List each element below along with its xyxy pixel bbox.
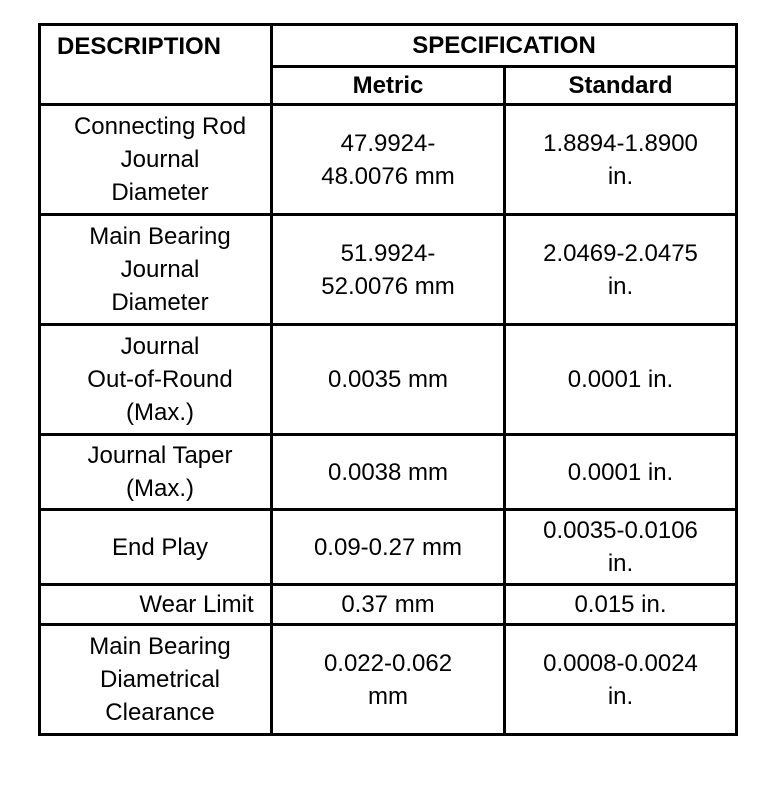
row-description: Journal Taper (Max.) bbox=[40, 435, 272, 510]
header-metric: Metric bbox=[272, 67, 505, 105]
row-metric: 51.9924- 52.0076 mm bbox=[272, 215, 505, 325]
row-metric: 0.09-0.27 mm bbox=[272, 510, 505, 585]
header-standard: Standard bbox=[505, 67, 737, 105]
row-metric: 0.0035 mm bbox=[272, 325, 505, 435]
row-standard: 1.8894-1.8900 in. bbox=[505, 105, 737, 215]
row-description: Wear Limit bbox=[40, 585, 272, 625]
table-row bbox=[40, 215, 737, 325]
row-standard: 0.015 in. bbox=[505, 585, 737, 625]
header-description: DESCRIPTION bbox=[40, 25, 272, 105]
row-standard: 0.0001 in. bbox=[505, 435, 737, 510]
row-description: Connecting Rod Journal Diameter bbox=[40, 105, 272, 215]
row-standard: 0.0008-0.0024 in. bbox=[505, 625, 737, 735]
header-specification: SPECIFICATION bbox=[272, 25, 737, 67]
row-description: Main Bearing Diametrical Clearance bbox=[40, 625, 272, 735]
table-row bbox=[40, 510, 737, 585]
row-metric: 0.022-0.062 mm bbox=[272, 625, 505, 735]
table-row bbox=[40, 105, 737, 215]
table-row bbox=[40, 435, 737, 510]
row-metric: 47.9924- 48.0076 mm bbox=[272, 105, 505, 215]
row-standard: 0.0035-0.0106 in. bbox=[505, 510, 737, 585]
row-description: Journal Out-of-Round (Max.) bbox=[40, 325, 272, 435]
table-row bbox=[40, 325, 737, 435]
spec-table bbox=[38, 23, 738, 736]
row-metric: 0.0038 mm bbox=[272, 435, 505, 510]
table-row bbox=[40, 585, 737, 625]
row-description: Main Bearing Journal Diameter bbox=[40, 215, 272, 325]
row-metric: 0.37 mm bbox=[272, 585, 505, 625]
row-description: End Play bbox=[40, 510, 272, 585]
table-row bbox=[40, 625, 737, 735]
row-standard: 2.0469-2.0475 in. bbox=[505, 215, 737, 325]
row-standard: 0.0001 in. bbox=[505, 325, 737, 435]
